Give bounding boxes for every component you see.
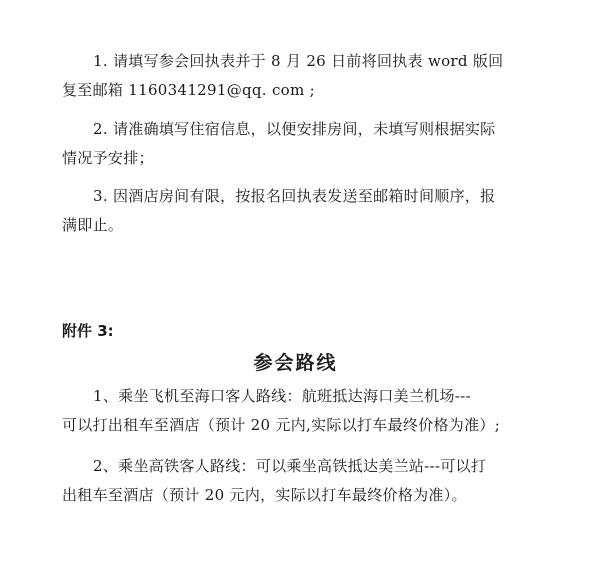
note-item-3-line-1: 3. 因酒店房间有限，按报名回执表发送至邮箱时间顺序，报: [93, 187, 496, 205]
route-item-1-line-1: 1、乘坐飞机至海口客人路线：航班抵达海口美兰机场---: [93, 387, 471, 405]
attachment-label: 附件 3:: [62, 322, 114, 340]
route-item-2-line-2: 出租车至酒店（预计 20 元内，实际以打车最终价格为准）。: [62, 486, 467, 504]
note-item-2-line-1: 2. 请准确填写住宿信息，以便安排房间，未填写则根据实际: [93, 120, 496, 138]
route-item-2: [62, 452, 522, 510]
note-item-3: [62, 182, 522, 240]
note-item-3-line-2: 满即止。: [62, 216, 124, 234]
note-item-1-line-2: 复至邮箱 1160341291@qq. com ;: [62, 81, 315, 99]
note-item-2-line-2: 情况予安排；: [62, 149, 154, 167]
note-item-1: [62, 47, 522, 105]
route-item-2-line-1: 2、乘坐高铁客人路线：可以乘坐高铁抵达美兰站---可以打: [93, 457, 487, 475]
note-item-2: [62, 115, 522, 173]
page-title: 参会路线: [253, 352, 338, 374]
note-item-1-line-1: 1. 请填写参会回执表并于 8 月 26 日前将回执表 word 版回: [93, 52, 504, 70]
route-item-1: [62, 382, 522, 440]
route-item-1-line-2: 可以打出租车至酒店（预计 20 元内,实际以打车最终价格为准）;: [62, 416, 501, 434]
